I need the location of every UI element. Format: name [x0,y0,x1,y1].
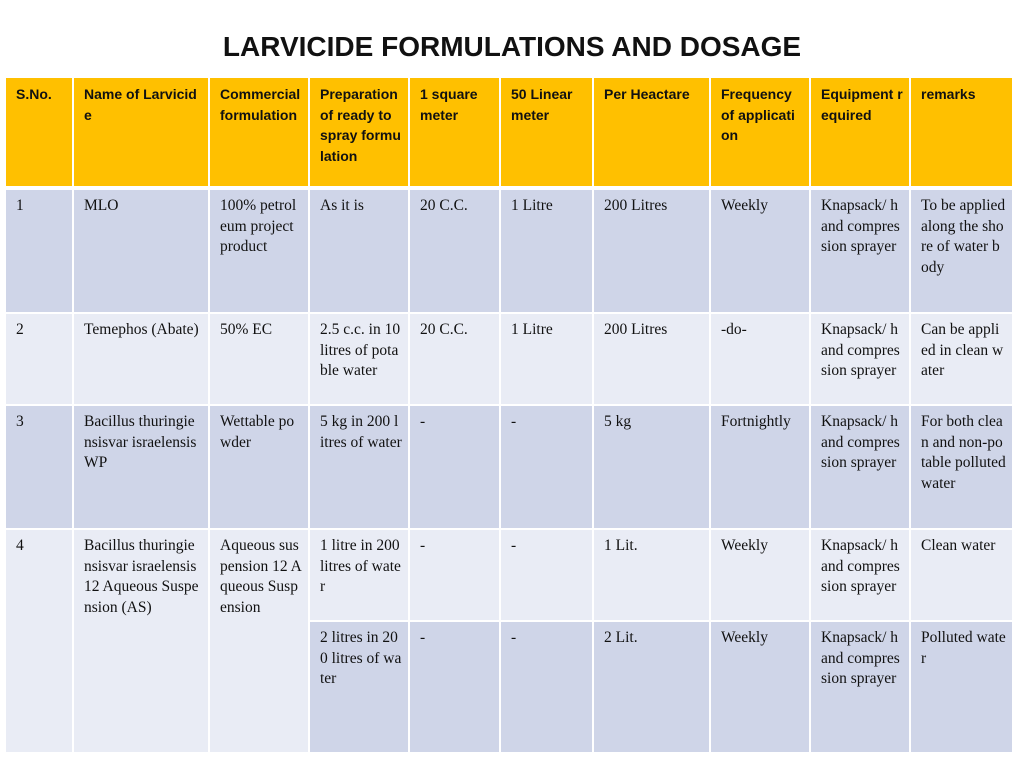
cell-linear: 1 Litre [500,313,593,405]
cell-name: Bacillus thuringiensisvar israelensis 12 Aqueous Suspension (AS) [73,529,209,753]
cell-preparation: 1 litre in 200 litres of water [309,529,409,621]
header-hectare: Per Heactare [593,77,710,188]
cell-hectare: 200 Litres [593,313,710,405]
cell-frequency: Weekly [710,621,810,753]
cell-linear: 1 Litre [500,188,593,313]
cell-name: Temephos (Abate) [73,313,209,405]
cell-frequency: Fortnightly [710,405,810,529]
cell-preparation: As it is [309,188,409,313]
cell-remarks: To be applied along the shore of water body [910,188,1013,313]
cell-hectare: 2 Lit. [593,621,710,753]
cell-equipment: Knapsack/ hand compression sprayer [810,188,910,313]
table-row [5,188,1013,313]
cell-remarks: Polluted water [910,621,1013,753]
header-sno: S.No. [5,77,73,188]
header-equipment: Equipment required [810,77,910,188]
cell-sno: 4 [5,529,73,753]
cell-preparation: 5 kg in 200 litres of water [309,405,409,529]
cell-sqm: 20 C.C. [409,188,500,313]
cell-commercial: Wettable powder [209,405,309,529]
cell-name: MLO [73,188,209,313]
cell-sqm: - [409,405,500,529]
header-remarks: remarks [910,77,1013,188]
cell-commercial: 100% petroleum project product [209,188,309,313]
cell-preparation: 2 litres in 200 litres of water [309,621,409,753]
cell-sqm: - [409,621,500,753]
header-linear: 50 Linear meter [500,77,593,188]
cell-commercial: 50% EC [209,313,309,405]
page-title: LARVICIDE FORMULATIONS AND DOSAGE [222,31,802,62]
cell-sqm: - [409,529,500,621]
header-sqm: 1 square meter [409,77,500,188]
cell-frequency: Weekly [710,188,810,313]
cell-hectare: 1 Lit. [593,529,710,621]
cell-remarks: For both clean and non-potable polluted water [910,405,1013,529]
cell-sqm: 20 C.C. [409,313,500,405]
header-name: Name of Larvicide [73,77,209,188]
larvicide-table [4,76,1014,754]
cell-equipment: Knapsack/ hand compression sprayer [810,621,910,753]
cell-equipment: Knapsack/ hand compression sprayer [810,405,910,529]
cell-frequency: -do- [710,313,810,405]
cell-linear: - [500,529,593,621]
cell-linear: - [500,621,593,753]
header-frequency: Frequency of application [710,77,810,188]
cell-hectare: 200 Litres [593,188,710,313]
cell-hectare: 5 kg [593,405,710,529]
cell-name: Bacillus thuringiensisvar israelensis WP [73,405,209,529]
cell-sno: 2 [5,313,73,405]
header-preparation: Preparation of ready to spray formulation [309,77,409,188]
cell-sno: 1 [5,188,73,313]
table-row [5,313,1013,405]
cell-preparation: 2.5 c.c. in 10 litres of potable water [309,313,409,405]
cell-linear: - [500,405,593,529]
table-row [5,529,1013,621]
cell-commercial: Aqueous suspension 12 Aqueous Suspension [209,529,309,753]
table-row [5,405,1013,529]
cell-remarks: Clean water [910,529,1013,621]
cell-remarks: Can be applied in clean water [910,313,1013,405]
cell-frequency: Weekly [710,529,810,621]
header-commercial: Commercial formulation [209,77,309,188]
cell-equipment: Knapsack/ hand compression sprayer [810,313,910,405]
cell-sno: 3 [5,405,73,529]
cell-equipment: Knapsack/ hand compression sprayer [810,529,910,621]
header-row [5,77,1013,188]
